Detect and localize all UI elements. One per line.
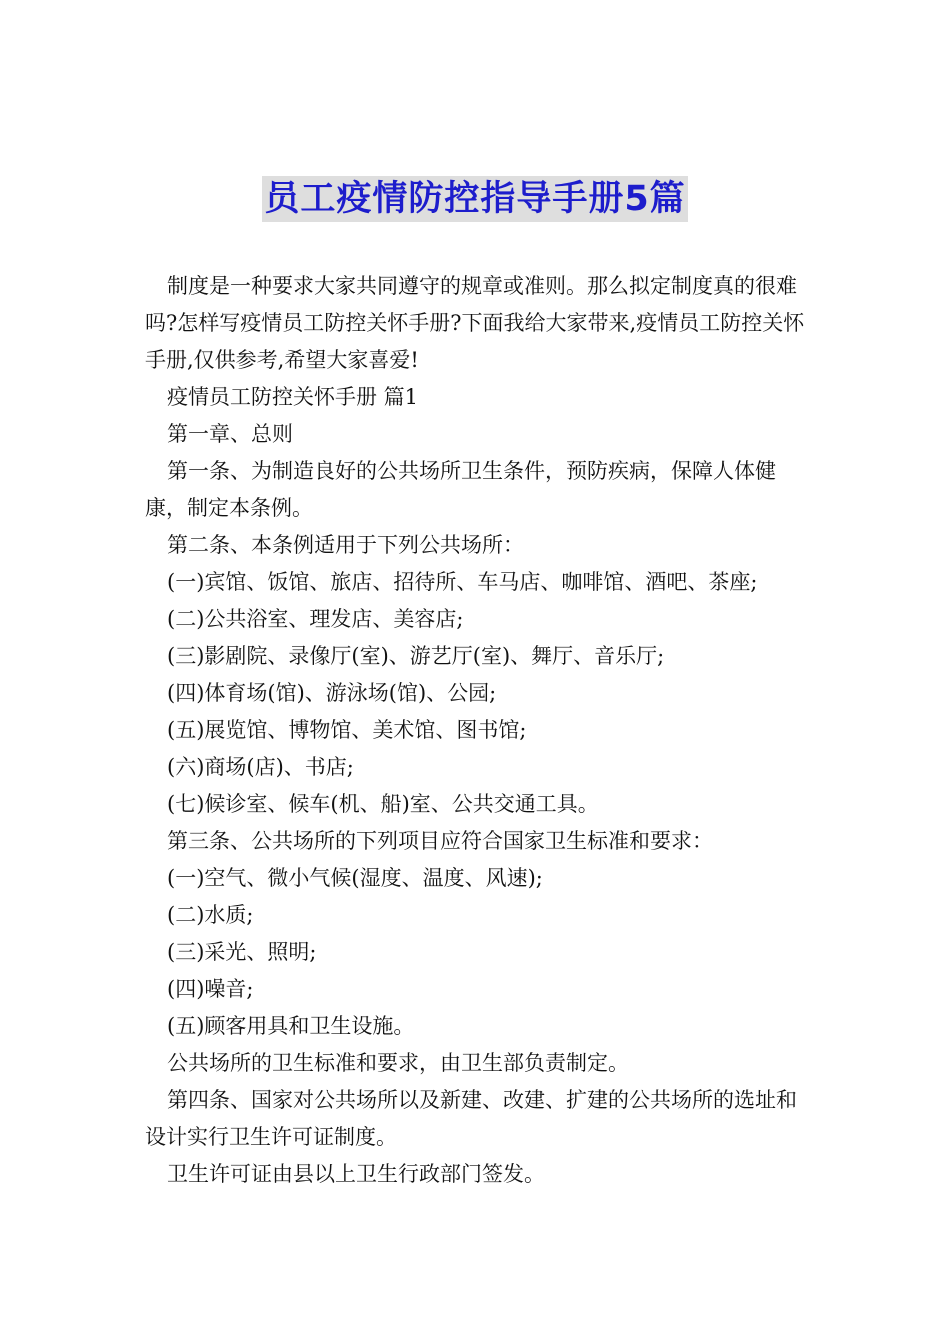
list-item: (三)影剧院、录像厅(室)、游艺厅(室)、舞厅、音乐厅; bbox=[167, 644, 665, 668]
list-item: (三)采光、照明; bbox=[167, 940, 317, 964]
document-title: 员工疫情防控指导手册5篇 bbox=[262, 176, 687, 222]
intro-paragraph: 制度是一种要求大家共同遵守的规章或准则。那么拟定制度真的很难吗?怎样写疫情员工防控关怀手册?下面我给大家带来,疫情员工防控关怀手册,仅供参考,希望大家喜爱! bbox=[145, 274, 805, 372]
license-paragraph: 卫生许可证由县以上卫生行政部门签发。 bbox=[167, 1162, 545, 1186]
article-1: 第一条、为制造良好的公共场所卫生条件，预防疾病，保障人体健康，制定本条例。 bbox=[145, 459, 776, 520]
list-item: (一)宾馆、饭馆、旅店、招待所、车马店、咖啡馆、酒吧、茶座; bbox=[167, 570, 758, 594]
list-item: (四)体育场(馆)、游泳场(馆)、公园; bbox=[167, 681, 497, 705]
standards-paragraph: 公共场所的卫生标准和要求，由卫生部负责制定。 bbox=[167, 1051, 629, 1075]
chapter-heading: 第一章、总则 bbox=[167, 422, 293, 446]
section-heading: 疫情员工防控关怀手册 篇1 bbox=[167, 385, 419, 409]
list-item: (二)公共浴室、理发店、美容店; bbox=[167, 607, 464, 631]
list-item: (七)候诊室、候车(机、船)室、公共交通工具。 bbox=[167, 792, 599, 816]
article-3: 第三条、公共场所的下列项目应符合国家卫生标准和要求： bbox=[167, 829, 713, 853]
title-container bbox=[0, 176, 950, 222]
document-body bbox=[145, 268, 810, 1193]
list-item: (一)空气、微小气候(湿度、温度、风速); bbox=[167, 866, 543, 890]
article-2: 第二条、本条例适用于下列公共场所： bbox=[167, 533, 524, 557]
list-item: (四)噪音; bbox=[167, 977, 254, 1001]
list-item: (五)展览馆、博物馆、美术馆、图书馆; bbox=[167, 718, 527, 742]
list-item: (六)商场(店)、书店; bbox=[167, 755, 354, 779]
list-item: (二)水质; bbox=[167, 903, 254, 927]
article-4: 第四条、国家对公共场所以及新建、改建、扩建的公共场所的选址和设计实行卫生许可证制度。 bbox=[145, 1088, 797, 1149]
list-item: (五)顾客用具和卫生设施。 bbox=[167, 1014, 415, 1038]
